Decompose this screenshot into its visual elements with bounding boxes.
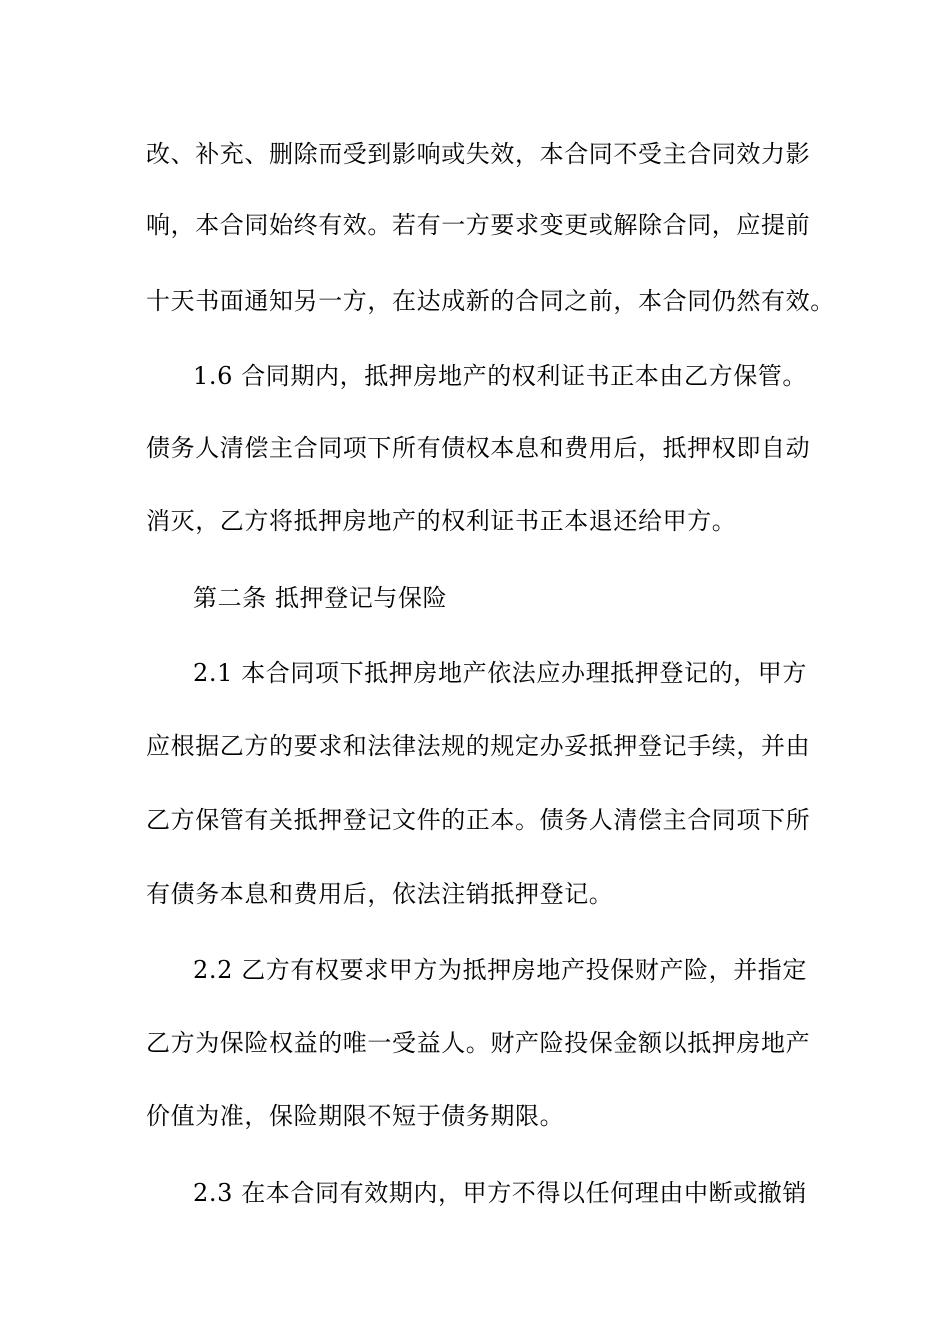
text-line: 响，本合同始终有效。若有一方要求变更或解除合同，应提前 bbox=[146, 211, 811, 239]
text-line: 消灭，乙方将抵押房地产的权利证书正本退还给甲方。 bbox=[146, 507, 737, 535]
section-2-3: 2.3 在本合同有效期内，甲方不得以任何理由中断或撤销 bbox=[193, 1179, 807, 1207]
text-line: 乙方保管有关抵押登记文件的正本。债务人清偿主合同项下所 bbox=[146, 806, 811, 834]
text-line: 应根据乙方的要求和法律法规的规定办妥抵押登记手续，并由 bbox=[146, 732, 811, 760]
text-line: 有债务本息和费用后，依法注销抵押登记。 bbox=[146, 880, 614, 908]
text-line: 改、补充、删除而受到影响或失效，本合同不受主合同效力影 bbox=[146, 140, 811, 168]
section-2-1: 2.1 本合同项下抵押房地产依法应办理抵押登记的，甲方 bbox=[193, 659, 807, 687]
text-line: 价值为准，保险期限不短于债务期限。 bbox=[146, 1102, 565, 1130]
text-line: 十天书面通知另一方，在达成新的合同之前，本合同仍然有效。 bbox=[146, 287, 835, 315]
text-line: 债务人清偿主合同项下所有债权本息和费用后，抵押权即自动 bbox=[146, 434, 811, 462]
section-1-6: 1.6 合同期内，抵押房地产的权利证书正本由乙方保管。 bbox=[193, 362, 807, 390]
text-line: 乙方为保险权益的唯一受益人。财产险投保金额以抵押房地产 bbox=[146, 1029, 811, 1057]
section-2-2: 2.2 乙方有权要求甲方为抵押房地产投保财产险，并指定 bbox=[193, 956, 807, 984]
article-heading: 第二条 抵押登记与保险 bbox=[193, 584, 448, 612]
